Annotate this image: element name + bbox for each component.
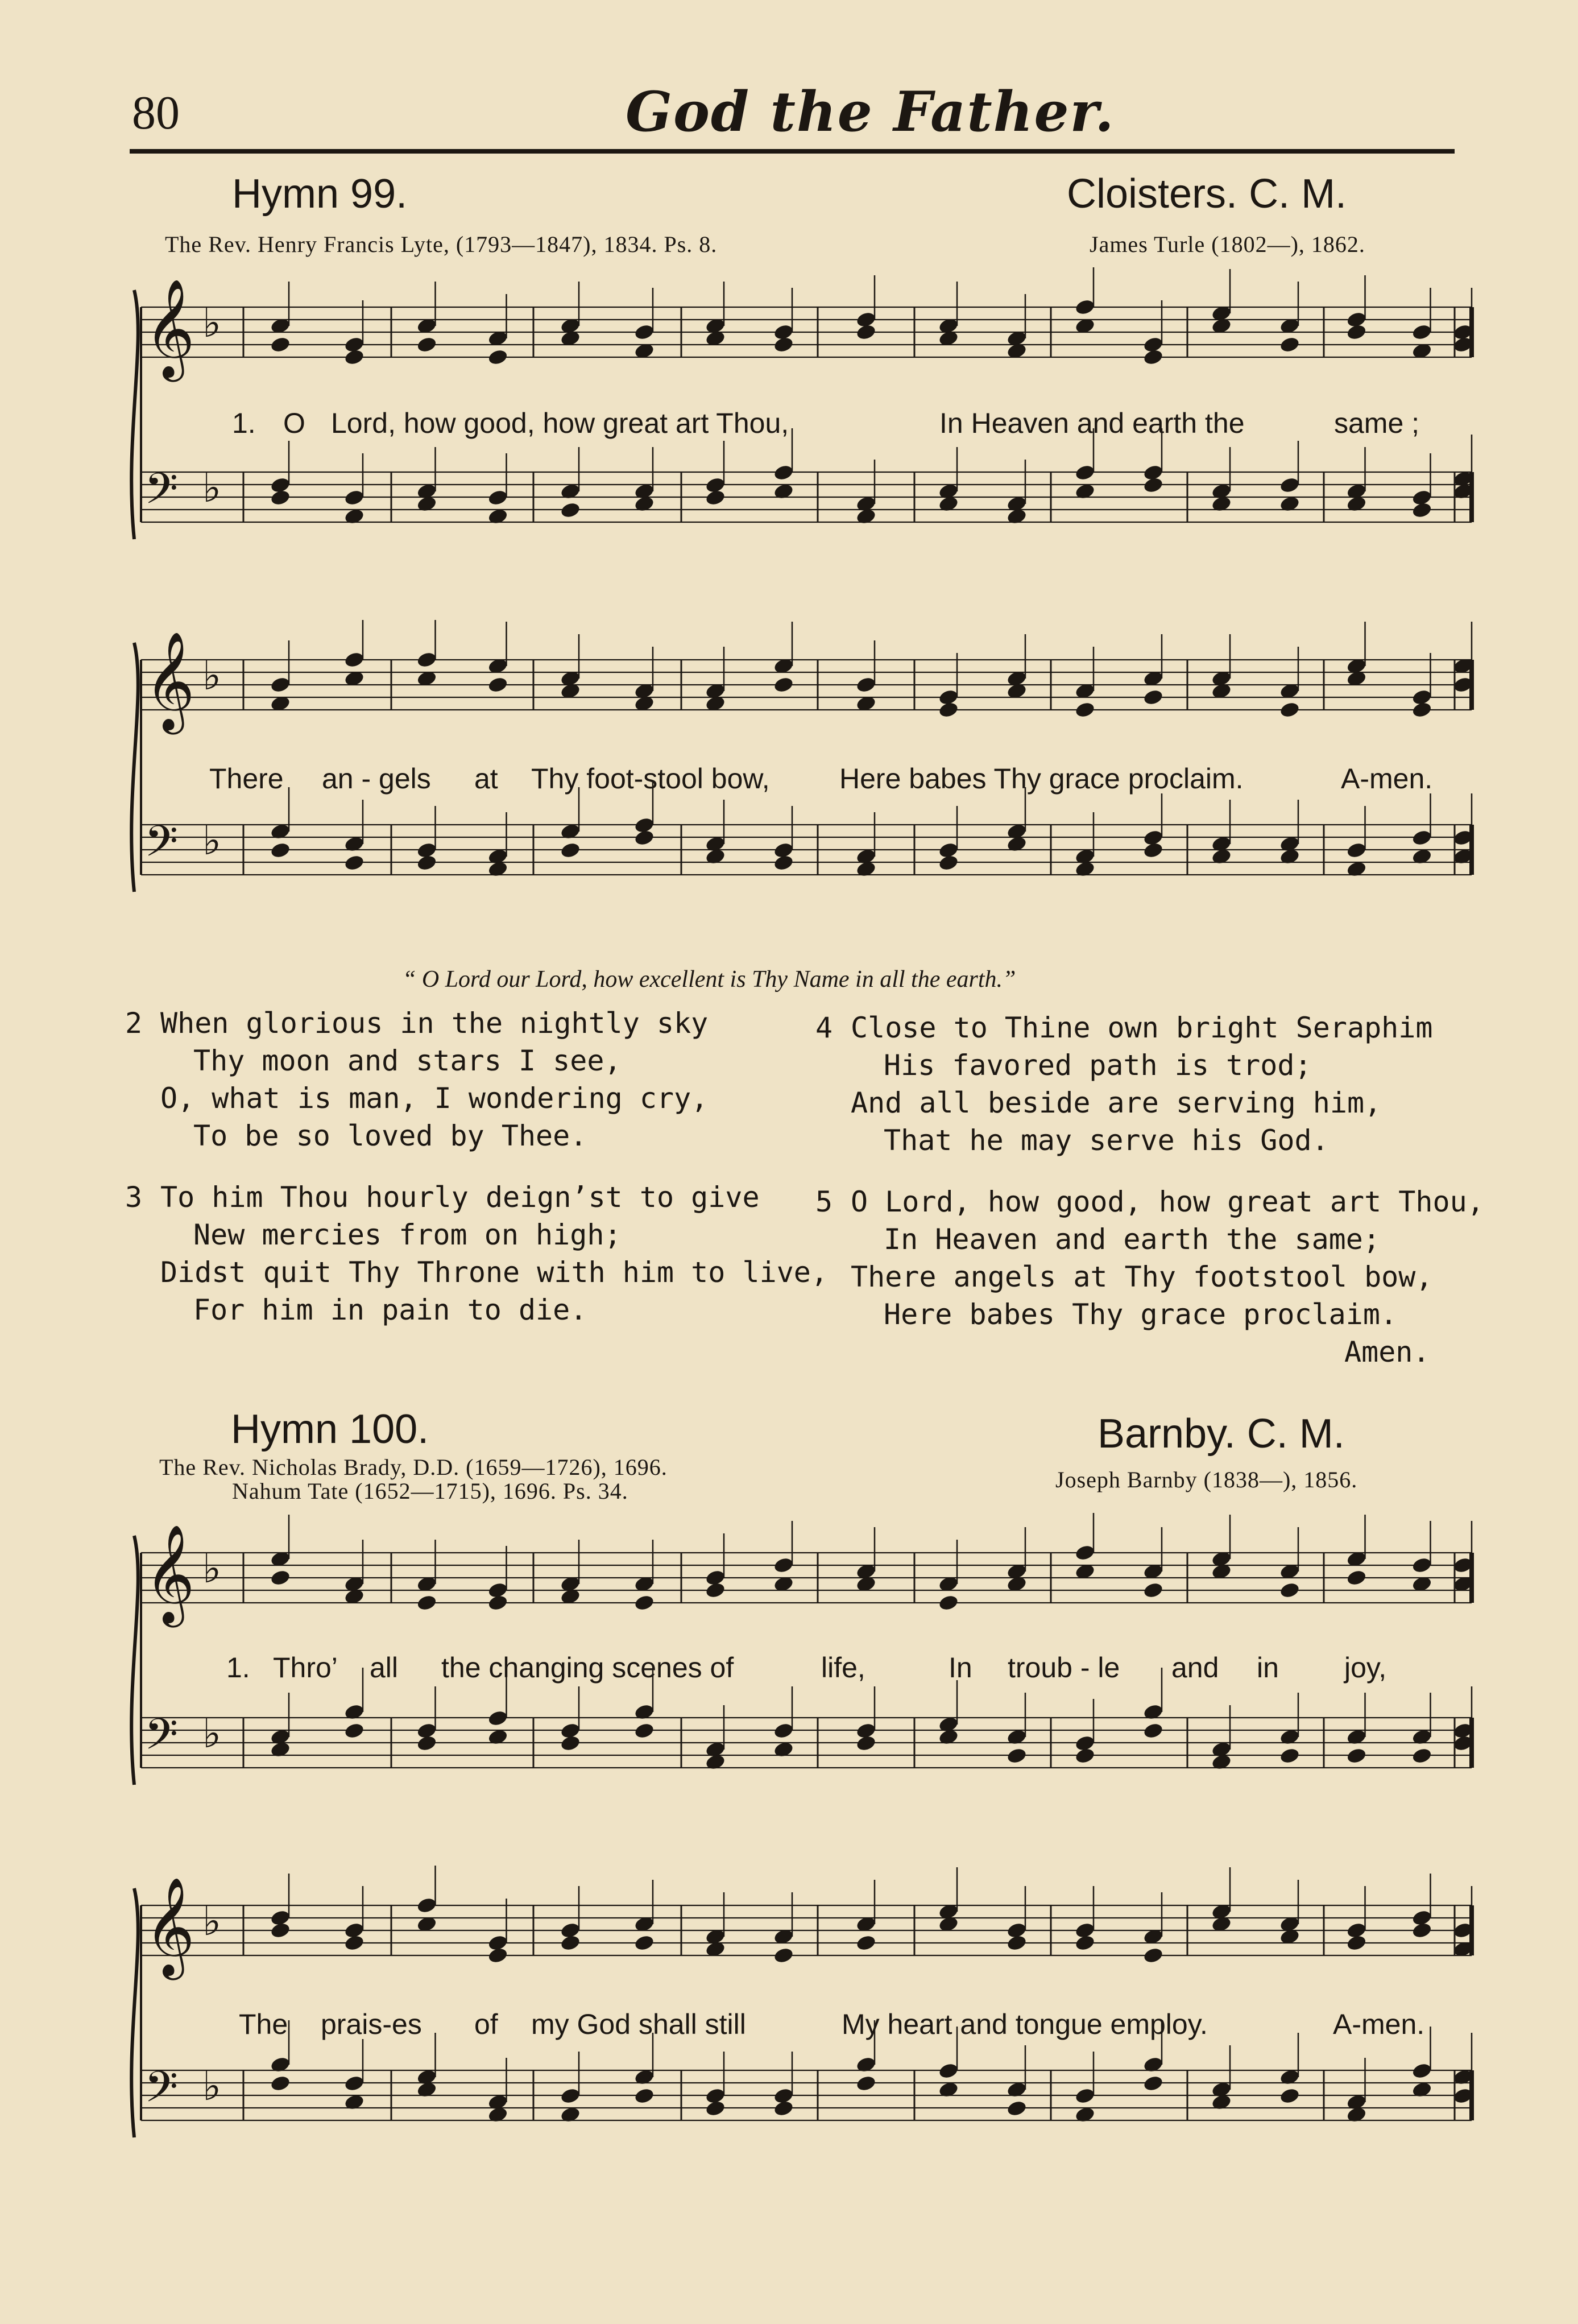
notehead (416, 1896, 438, 1914)
notehead (487, 489, 509, 507)
notehead (560, 1921, 581, 1940)
verse-5 (815, 1183, 1484, 1371)
notehead (1411, 2062, 1433, 2080)
bass-clef: 𝄢 (144, 464, 179, 524)
verse-line: To be so loved by Thee. (193, 1119, 587, 1152)
notehead (343, 489, 365, 507)
notehead (1279, 1581, 1300, 1599)
notehead (855, 1722, 877, 1740)
lyric-word: Here babes Thy grace proclaim. (839, 763, 1244, 795)
lyric-word: all (370, 1652, 399, 1684)
brace (131, 290, 138, 539)
flat-sign: ♭ (202, 300, 222, 346)
hymn-100-author-1: The Rev. Nicholas Brady, D.D. (1659—1726), 1696. (159, 1454, 668, 1480)
notehead (773, 1722, 794, 1740)
notehead (343, 854, 365, 872)
notehead (633, 1722, 655, 1740)
notehead (270, 676, 291, 694)
lyric-verse-number: 1. (226, 1652, 250, 1684)
verse-2 (125, 1004, 786, 1155)
notehead (1074, 298, 1096, 316)
notehead (487, 1934, 509, 1952)
notehead (773, 323, 794, 341)
notehead (773, 464, 794, 482)
lyric-word: my God shall still (531, 2008, 746, 2040)
verse-4 (815, 1009, 1476, 1159)
verse-line: Didst quit Thy Throne with him to live, (160, 1256, 828, 1289)
notehead (416, 1594, 438, 1612)
lyric-word: Thy foot-stool bow, (531, 763, 770, 795)
flat-sign: ♭ (202, 465, 222, 511)
lyric-word: My heart and tongue employ. (842, 2008, 1208, 2040)
verse-line: When glorious in the nightly sky (160, 1007, 709, 1040)
notehead (1142, 464, 1164, 482)
lyric-word: joy, (1344, 1652, 1387, 1684)
notehead (705, 2087, 726, 2105)
brace (131, 643, 138, 892)
notehead (487, 348, 509, 366)
lyric-word: an - gels (322, 763, 431, 795)
notehead (1346, 841, 1368, 859)
notehead (343, 1722, 365, 1740)
notehead (1074, 701, 1096, 719)
lyric-word: and (1171, 1652, 1219, 1684)
notehead (1142, 2074, 1164, 2093)
lyric-word: Thro’ (273, 1652, 338, 1684)
notehead (938, 1594, 959, 1612)
notehead (1074, 2087, 1096, 2105)
notehead (633, 323, 655, 341)
notehead (855, 2074, 877, 2093)
notehead (343, 1921, 365, 1940)
notehead (1142, 688, 1164, 706)
verse-line: O Lord, how good, how great art Thou, (851, 1185, 1484, 1218)
lyric-word: of (474, 2008, 498, 2040)
notehead (560, 501, 581, 519)
treble-clef: 𝄞 (144, 1877, 195, 1976)
verse-number: 2 (125, 1007, 143, 1040)
lyric-word: Lord, how good, how great art Thou, (331, 407, 789, 439)
verse-amen: Amen. (1344, 1335, 1430, 1368)
flat-sign: ♭ (202, 1898, 222, 1945)
verse-line: That he may serve his God. (884, 1124, 1329, 1157)
notehead (1346, 1921, 1368, 1940)
notehead (1006, 1747, 1028, 1765)
notehead (270, 2074, 291, 2093)
lyric-word: O (283, 407, 305, 439)
lyric-word: the changing scenes of (441, 1652, 734, 1684)
notehead (1074, 1734, 1096, 1752)
notehead (1279, 701, 1300, 719)
notehead (1142, 336, 1164, 354)
verse-line: And all beside are serving him, (851, 1086, 1382, 1119)
treble-clef: 𝄞 (144, 1524, 195, 1623)
notehead (343, 651, 365, 669)
bass-clef: 𝄢 (144, 816, 179, 877)
verse-number: 3 (125, 1181, 143, 1214)
lyric-word: life, (821, 1652, 865, 1684)
verse-number: 4 (815, 1011, 833, 1044)
verse-line: For him in pain to die. (193, 1293, 587, 1326)
verse-line: There angels at Thy footstool bow, (851, 1260, 1433, 1293)
flat-sign: ♭ (202, 1545, 222, 1592)
lyric-word: in (1257, 1652, 1279, 1684)
notehead (416, 1722, 438, 1740)
notehead (773, 1946, 794, 1965)
brace (131, 1536, 138, 1785)
notehead (633, 1934, 655, 1952)
lyric-word: In (949, 1652, 972, 1684)
bass-clef: 𝄢 (144, 1709, 179, 1770)
treble-clef: 𝄞 (144, 631, 195, 730)
lyric-word: prais-es (321, 2008, 422, 2040)
notehead (1411, 489, 1433, 507)
verse-line: Close to Thine own bright Seraphim (851, 1011, 1433, 1044)
notehead (1279, 1747, 1300, 1765)
notehead (487, 1709, 509, 1727)
notehead (487, 1581, 509, 1599)
lyric-word: There (209, 763, 284, 795)
flat-sign: ♭ (202, 1710, 222, 1757)
notehead (1142, 1722, 1164, 1740)
lyric-word: troub - le (1008, 1652, 1120, 1684)
notehead (633, 816, 655, 834)
notehead (938, 688, 959, 706)
flat-sign: ♭ (202, 817, 222, 864)
notehead (416, 336, 438, 354)
notehead (1411, 829, 1433, 847)
notehead (416, 651, 438, 669)
notehead (1279, 476, 1300, 494)
notehead (487, 676, 509, 694)
notehead (1074, 1544, 1096, 1562)
verse-3 (125, 1178, 828, 1329)
lyric-word: The (239, 2008, 288, 2040)
verse-line: In Heaven and earth the same; (884, 1223, 1380, 1256)
brace (131, 1888, 138, 2137)
notehead (855, 311, 877, 329)
notehead (1346, 1747, 1368, 1765)
notehead (855, 1934, 877, 1952)
notehead (416, 841, 438, 859)
hymn-99-title: Hymn 99. (232, 171, 408, 217)
hymn-99-tune: Cloisters. C. M. (1067, 171, 1347, 217)
notehead (1411, 323, 1433, 341)
hymn-100-author-2: Nahum Tate (1652—1715), 1696. Ps. 34. (232, 1478, 628, 1504)
notehead (773, 841, 794, 859)
notehead (560, 1722, 581, 1740)
notehead (1074, 464, 1096, 482)
notehead (1411, 1909, 1433, 1927)
notehead (773, 1556, 794, 1574)
notehead (773, 2087, 794, 2105)
lyric-word: at (474, 763, 498, 795)
hymn-100-tune: Barnby. C. M. (1097, 1411, 1345, 1457)
hymn-100-composer: Joseph Barnby (1838—), 1856. (1055, 1467, 1358, 1492)
notehead (1279, 2087, 1300, 2105)
verse-line: Thy moon and stars I see, (193, 1044, 622, 1077)
notehead (1142, 1946, 1164, 1965)
verse-line: Here babes Thy grace proclaim. (884, 1298, 1398, 1331)
notehead (633, 2087, 655, 2105)
notehead (1006, 1921, 1028, 1940)
notehead (705, 1569, 726, 1587)
notehead (270, 841, 291, 859)
notehead (1346, 311, 1368, 329)
notehead (938, 2062, 959, 2080)
notehead (270, 1909, 291, 1927)
verse-line: New mercies from on high; (193, 1218, 622, 1251)
notehead (560, 2087, 581, 2105)
notehead (270, 336, 291, 354)
hymn-99-author: The Rev. Henry Francis Lyte, (1793—1847), 1834. Ps. 8. (165, 231, 718, 257)
notehead (773, 676, 794, 694)
notehead (1142, 829, 1164, 847)
notehead (1411, 1747, 1433, 1765)
notehead (1142, 1581, 1164, 1599)
notehead (1411, 1556, 1433, 1574)
hymn-99-composer: James Turle (1802—), 1862. (1090, 231, 1365, 257)
notehead (1411, 688, 1433, 706)
notehead (1346, 1569, 1368, 1587)
notehead (705, 476, 726, 494)
verse-number: 5 (815, 1185, 833, 1218)
lyric-word: A-men. (1333, 2008, 1425, 2040)
notehead (633, 1594, 655, 1612)
header-rule (130, 149, 1455, 154)
notehead (343, 2074, 365, 2093)
notehead (1279, 336, 1300, 354)
lyric-word: In Heaven and earth the (939, 407, 1245, 439)
notehead (1074, 1921, 1096, 1940)
lyric-verse-number: 1. (232, 407, 256, 439)
notehead (343, 336, 365, 354)
lyric-word: A-men. (1341, 763, 1433, 795)
page-number: 80 (132, 86, 180, 139)
notehead (270, 1569, 291, 1587)
flat-sign: ♭ (202, 2063, 222, 2110)
flat-sign: ♭ (202, 652, 222, 699)
verse-line: To him Thou hourly deign’st to give (160, 1181, 760, 1214)
hymn-100-title: Hymn 100. (231, 1407, 429, 1452)
notehead (855, 676, 877, 694)
notehead (560, 841, 581, 859)
lyric-word: same ; (1334, 407, 1420, 439)
scripture-quote: “ O Lord our Lord, how excellent is Thy Name in all the earth.” (403, 966, 1016, 993)
bass-clef: 𝄢 (144, 2062, 179, 2123)
notehead (1006, 2099, 1028, 2118)
treble-clef: 𝄞 (144, 279, 195, 378)
verse-line: O, what is man, I wondering cry, (160, 1082, 709, 1115)
verse-line: His favored path is trod; (884, 1049, 1312, 1082)
running-head: God the Father. (626, 80, 1115, 144)
notehead (270, 476, 291, 494)
notehead (938, 841, 959, 859)
